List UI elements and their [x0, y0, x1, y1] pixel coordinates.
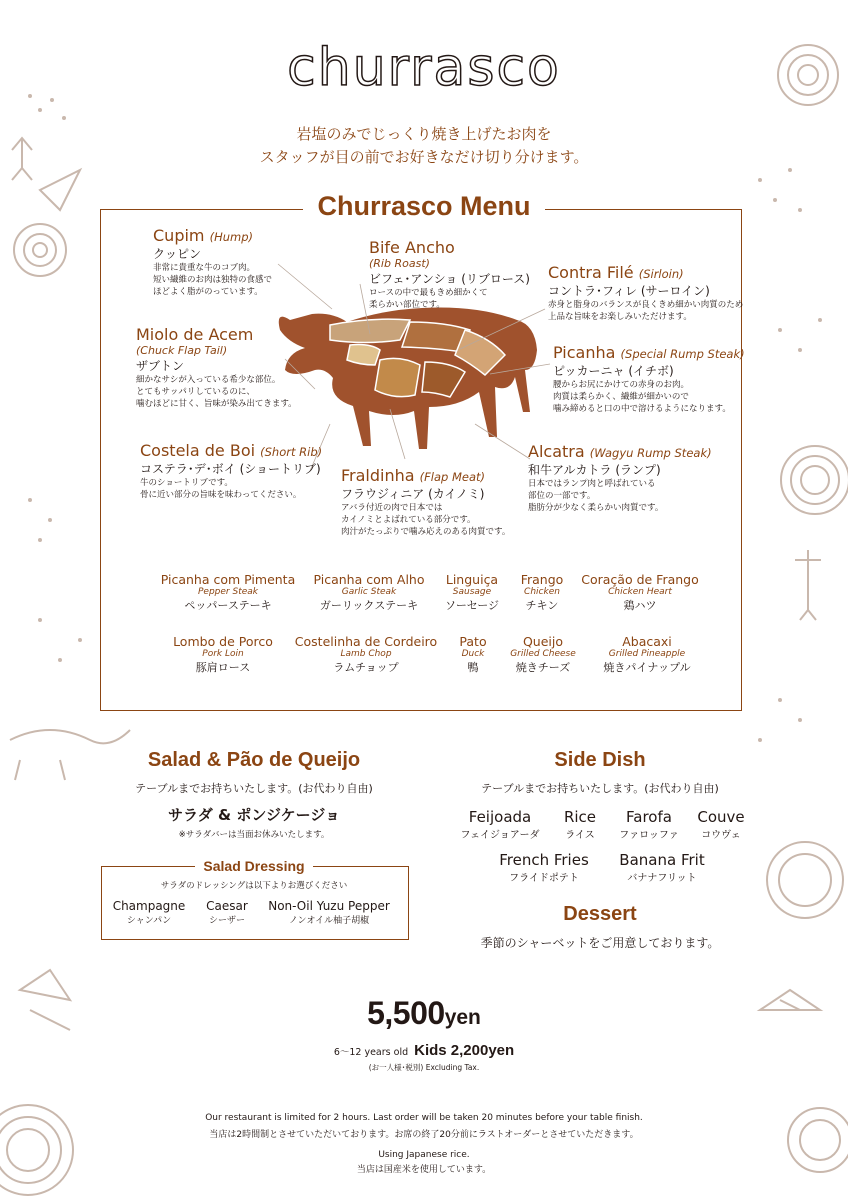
subtitle-line-2: スタッフが目の前でお好きなだけ切り分けます。: [259, 148, 589, 166]
cut-bife-desc: ロースの中で最もきめ細かくて 柔らかい部位です。: [369, 288, 488, 310]
salad-dressing-title: Salad Dressing: [101, 856, 407, 875]
dessert-note: 季節のシャーベットをご用意しております。: [480, 936, 720, 950]
cut-alcatra: [528, 442, 712, 514]
salad-jp-title: サラダ & ポンジケージョ: [167, 806, 341, 824]
salad-bar-note: ※サラダバーは当面お休みいたします。: [178, 830, 330, 840]
menu-item-coracao-de-frango: Coração de Frango Chicken Heart 鶏ハツ: [581, 572, 699, 612]
side-dish-note: テーブルまでお持ちいたします。(お代わり自由): [481, 782, 719, 795]
dressing-caesar: Caesar シーザー: [206, 899, 248, 926]
cut-miolo-de-acem: [136, 325, 297, 410]
menu-item-linguica: Linguiça Sausage ソーセージ: [444, 572, 500, 612]
cut-fraldinha: [341, 466, 510, 538]
cut-alcatra-title: Alcatra (Wagyu Rump Steak): [528, 442, 712, 461]
menu-item-abacaxi: Abacaxi Grilled Pineapple 焼きパイナップル: [603, 634, 691, 674]
cut-costela-desc: 牛のショートリブです。 骨に近い部分の旨味を味わってください。: [140, 478, 302, 500]
dressing-yuzu-pepper: Non-Oil Yuzu Pepper ノンオイル柚子胡椒: [268, 899, 390, 926]
kids-age: 6〜12 years old: [333, 1047, 409, 1058]
cut-bife-ancho: [369, 238, 530, 311]
swirl-decoration-right: [781, 446, 848, 514]
price-amount: 5,500: [367, 995, 445, 1031]
salad-dressing-note: サラダのドレッシングは以下よりお選びください: [160, 881, 348, 891]
cut-picanha-desc: 腰からお尻にかけての赤身のお肉。 肉質は柔らかく、繊維が細かいので 噛み締めると口の中で溶けるようになります。: [553, 380, 731, 414]
side-item-farofa: Farofa ファロッファ: [619, 808, 679, 841]
figure-decoration-right: [795, 550, 821, 620]
cut-fraldinha-desc: アバラ付近の肉で日本では カイノミとよばれている部分です。 肉汁がたっぷりで噛み応えのある肉質です。: [341, 503, 511, 537]
tax-note: (お一人様･税別) Excluding Tax.: [368, 1063, 480, 1072]
cut-contra-jp: コントラ･フィレ (サーロイン): [548, 284, 710, 298]
cut-bife-jp: ビフェ･アンショ (リブロース): [369, 272, 530, 286]
cut-cupim-jp: クッピン: [153, 247, 202, 261]
price-kids: [0, 1040, 848, 1059]
cut-bife-en: (Rib Roast): [369, 257, 430, 270]
dressing-champagne: Champagne シャンパン: [112, 899, 186, 926]
cut-contra-title: Contra Filé (Sirloin): [548, 263, 684, 282]
footer-rice-en: Using Japanese rice.: [378, 1150, 470, 1160]
cut-costela-title: Costela de Boi (Short Rib): [140, 441, 323, 460]
cut-miolo-desc: 細かなサシが入っている希少な部位。 とてもサッパリしているのに、 噛むほどに甘く、旨味が染み出てきます。: [136, 375, 297, 409]
cut-fraldinha-title: Fraldinha (Flap Meat): [341, 466, 485, 485]
cut-cupim: [153, 226, 272, 298]
side-dish-title: Side Dish: [554, 749, 646, 771]
cut-picanha-title: Picanha (Special Rump Steak): [553, 343, 745, 362]
cut-miolo-en: (Chuck Flap Tail): [136, 344, 228, 357]
cut-picanha-jp: ピッカーニャ (イチボ): [553, 364, 674, 378]
subtitle-line-1: 岩塩のみでじっくり焼き上げたお肉を: [296, 125, 552, 143]
cut-contra-desc: 赤身と脂身のバランスが良くきめ細かい肉質のため 上品な旨味をお楽しみいただけます。: [548, 300, 744, 322]
menu-item-pato: Pato Duck 鴨: [459, 634, 487, 674]
cut-costela-jp: コステラ･デ･ボイ (ショートリブ): [140, 462, 321, 476]
menu-item-picanha-com-alho: Picanha com Alho Garlic Steak ガーリックステーキ: [313, 572, 425, 612]
cut-miolo-jp: ザブトン: [136, 359, 185, 373]
footer-limit-jp: 当店は2時間制とさせていただいております。お席の終了20分前にラストオーダーとさせていただきます。: [209, 1130, 639, 1140]
menu-heading: Churrasco Menu: [0, 191, 848, 222]
side-item-french-fries: French Fries フライドポテト: [499, 851, 589, 884]
cut-miolo-title: Miolo de Acem: [136, 325, 254, 344]
cut-alcatra-desc: 日本ではランプ肉と呼ばれている 部位の一部です。 脂肪分が少なく柔らかい肉質です。: [528, 479, 664, 513]
menu-item-queijo: Queijo Grilled Cheese 焼きチーズ: [510, 634, 576, 674]
cut-cupim-title: Cupim (Hump): [153, 226, 254, 245]
side-item-couve: Couve コウヴェ: [697, 808, 745, 841]
cut-alcatra-jp: 和牛アルカトラ (ランプ): [528, 463, 661, 477]
menu-item-lombo-de-porco: Lombo de Porco Pork Loin 豚肩ロース: [173, 634, 273, 674]
salad-section-title: Salad & Pão de Queijo: [147, 749, 361, 771]
footer-rice-jp: 当店は国産米を使用しています。: [356, 1165, 492, 1175]
cut-cupim-desc: 非常に貴重な牛のコブ肉。 短い繊維のお肉は独特の食感で ほどよく脂がのっています。: [153, 263, 273, 297]
footer-limit-en: Our restaurant is limited for 2 hours. Last order will be taken 20 minutes before your table finish.: [205, 1113, 643, 1123]
side-item-banana-frit: Banana Frit バナナフリット: [619, 851, 705, 884]
side-item-feijoada: Feijoada フェイジョアーダ: [460, 808, 540, 841]
menu-item-picanha-com-pimenta: Picanha com Pimenta Pepper Steak ペッパーステーキ: [160, 572, 296, 612]
menu-item-frango: Frango Chicken チキン: [520, 572, 564, 612]
menu-item-costelinha-de-cordeiro: Costelinha de Cordeiro Lamb Chop ラムチョップ: [294, 634, 438, 674]
kids-price: Kids 2,200yen: [414, 1042, 515, 1059]
swirl-decoration-left: [14, 224, 66, 276]
cut-picanha: [553, 343, 745, 415]
page-title: churrasco: [287, 38, 561, 98]
price-main: [0, 995, 848, 1032]
cut-fraldinha-jp: フラウジィニア (カイノミ): [341, 487, 485, 501]
cut-costela-de-boi: [140, 441, 322, 501]
cut-bife-title: Bife Ancho: [369, 238, 455, 257]
salad-note: テーブルまでお持ちいたします。(お代わり自由): [135, 782, 373, 795]
side-item-rice: Rice ライス: [563, 808, 597, 841]
dessert-title: Dessert: [563, 903, 637, 925]
cut-contra-file: [548, 263, 743, 323]
price-unit: yen: [444, 1006, 481, 1029]
